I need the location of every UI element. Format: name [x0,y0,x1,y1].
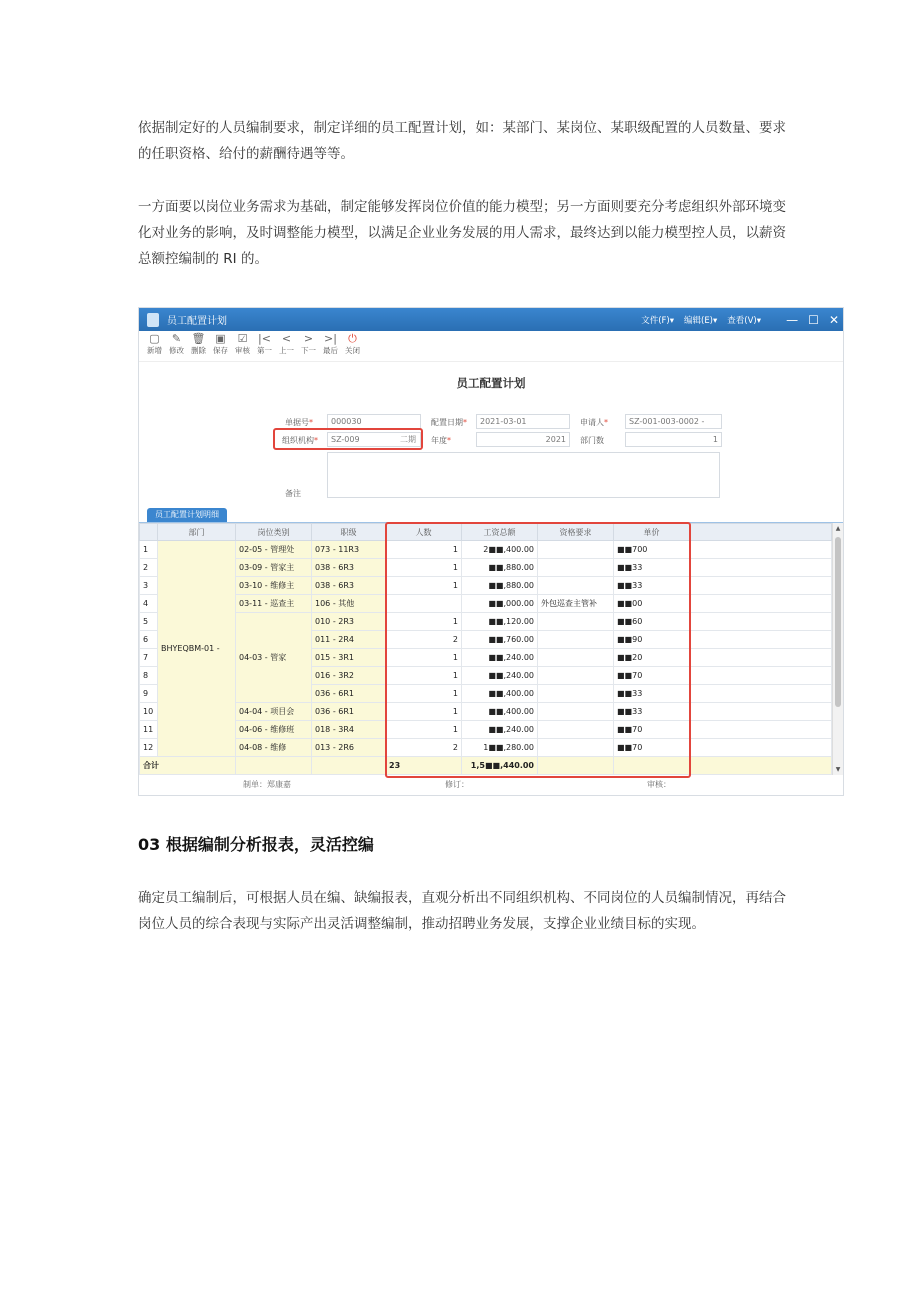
price-cell[interactable]: ■■70 [614,721,690,739]
price-cell[interactable]: ■■33 [614,685,690,703]
empty-cell[interactable] [690,613,832,631]
empty-cell[interactable] [690,667,832,685]
post-cell[interactable]: 03-09 - 管家主 [236,559,312,577]
total-wage-cell: 1,5■■,440.00 [462,757,538,775]
post-cell[interactable]: 04-03 - 管家 [236,613,312,703]
dept-cell[interactable]: BHYEQBM-01 - [158,541,236,757]
menu-view[interactable]: 查看(V)▾ [727,315,761,326]
delete-icon: 🗑 [191,332,206,345]
delete-button[interactable]: 🗑 删除 [191,332,206,355]
price-cell[interactable]: ■■33 [614,559,690,577]
grade-cell[interactable]: 073 - 11R3 [312,541,386,559]
post-cell[interactable]: 04-06 - 维修班 [236,721,312,739]
empty-cell[interactable] [690,685,832,703]
post-cell[interactable]: 04-04 - 项目会 [236,703,312,721]
audit-button[interactable]: ☑ 审核 [235,332,250,355]
new-icon: ▢ [149,332,160,345]
row-number-cell[interactable]: 6 [140,631,158,649]
section-heading: 03 根据编制分析报表，灵活控编 [138,835,374,854]
scroll-up-icon[interactable]: ▲ [835,525,841,532]
menu-file[interactable]: 文件(F)▾ [641,315,674,326]
embedded-screenshot [138,307,844,796]
first-button[interactable]: |< 第一 [257,332,272,355]
total-empty-cell [236,757,312,775]
grade-cell[interactable]: 038 - 6R3 [312,559,386,577]
header-qual[interactable]: 资格要求 [538,524,614,541]
next-button[interactable]: > 下一 [301,332,316,355]
wage-cell[interactable]: ■■,240.00 [462,721,538,739]
org-highlight-box [273,428,423,450]
count-cell[interactable]: 1 [386,541,462,559]
maker-text: 制单：郑康嘉 [243,780,291,789]
tab-bar [139,508,843,523]
close-button[interactable]: ⏻ 关闭 [345,332,360,355]
save-button[interactable]: ▣ 保存 [213,332,228,355]
org-label: 组织机构* [282,436,318,445]
grade-cell[interactable]: 036 - 6R1 [312,685,386,703]
row-number-cell[interactable]: 8 [140,667,158,685]
total-count-cell: 23 [386,757,462,775]
post-cell[interactable]: 03-11 - 巡查主 [236,595,312,613]
row-number-cell[interactable]: 5 [140,613,158,631]
count-cell[interactable]: 1 [386,577,462,595]
first-icon: |< [258,332,271,345]
grade-cell[interactable]: 015 - 3R1 [312,649,386,667]
last-icon: >| [324,332,337,345]
price-cell[interactable]: ■■00 [614,595,690,613]
count-cell[interactable]: 1 [386,703,462,721]
empty-cell[interactable] [690,559,832,577]
row-number-cell[interactable]: 4 [140,595,158,613]
remark-label: 备注 [285,489,301,498]
empty-cell[interactable] [690,703,832,721]
intro-paragraph-2: 一方面要以岗位业务需求为基础，制定能够发挥岗位价值的能力模型；另一方面则要充分考虑组织外部环境变化对业务的影响，及时调整能力模型，以满足企业业务发展的用人需求，最终达到以能力模型控人员，以薪资总额控编制的 RI 的。 [138,199,786,267]
total-empty-cell [690,757,832,775]
audit-text: 审核： [647,780,671,789]
price-cell[interactable]: ■■33 [614,577,690,595]
row-number-cell[interactable]: 1 [140,541,158,559]
row-number-cell[interactable]: 2 [140,559,158,577]
price-cell[interactable]: ■■70 [614,739,690,757]
price-cell[interactable]: ■■20 [614,649,690,667]
count-cell[interactable]: 1 [386,721,462,739]
count-cell[interactable]: 2 [386,739,462,757]
post-cell[interactable]: 04-08 - 维修 [236,739,312,757]
row-number-cell[interactable]: 3 [140,577,158,595]
count-cell[interactable]: 1 [386,559,462,577]
empty-cell[interactable] [690,721,832,739]
minimize-icon[interactable]: — [786,312,799,327]
post-cell[interactable]: 03-10 - 维修主 [236,577,312,595]
wage-cell[interactable]: ■■,400.00 [462,685,538,703]
price-cell[interactable]: ■■60 [614,613,690,631]
empty-cell[interactable] [690,577,832,595]
intro-paragraph-1: 依据制定好的人员编制要求，制定详细的员工配置计划，如：某部门、某岗位、某职级配置的人员数量、要求的任职资格、给付的薪酬待遇等等。 [138,120,786,162]
menu-edit[interactable]: 编辑(E)▾ [684,315,718,326]
wage-cell[interactable]: ■■,880.00 [462,577,538,595]
new-button[interactable]: ▢ 新增 [147,332,162,355]
post-cell[interactable]: 02-05 - 管理处 [236,541,312,559]
save-icon: ▣ [215,332,226,345]
wage-cell[interactable]: ■■,240.00 [462,649,538,667]
row-number-cell[interactable]: 7 [140,649,158,667]
count-cell[interactable]: 1 [386,649,462,667]
data-highlight-box [385,522,691,778]
org-suffix: 二期 [400,435,416,444]
wage-cell[interactable]: ■■,880.00 [462,559,538,577]
wage-cell[interactable]: ■■,120.00 [462,613,538,631]
close-icon: ⏻ [348,332,357,345]
grade-cell[interactable]: 011 - 2R4 [312,631,386,649]
price-cell[interactable]: ■■90 [614,631,690,649]
header-dept[interactable]: 部门 [158,524,236,541]
edit-icon: ✎ [171,332,182,345]
price-cell[interactable]: ■■70 [614,667,690,685]
row-number-cell[interactable]: 11 [140,721,158,739]
scrollbar-thumb[interactable] [835,537,841,707]
count-cell[interactable]: 1 [386,613,462,631]
price-cell[interactable]: ■■700 [614,541,690,559]
total-label-cell: 合计 [140,757,236,775]
wage-cell[interactable]: ■■,000.00 [462,595,538,613]
row-number-cell[interactable]: 9 [140,685,158,703]
count-cell[interactable]: 1 [386,685,462,703]
grade-cell[interactable]: 010 - 2R3 [312,613,386,631]
edit-button[interactable]: ✎ 修改 [169,332,184,355]
row-number-cell[interactable]: 10 [140,703,158,721]
empty-cell[interactable] [690,541,832,559]
grade-cell[interactable]: 018 - 3R4 [312,721,386,739]
applicant-label: 申请人* [580,418,608,427]
revise-text: 修订： [445,780,469,789]
grade-cell[interactable]: 038 - 6R3 [312,577,386,595]
remark-field[interactable] [327,452,720,498]
tab-plan-detail[interactable]: 员工配置计划明细 [147,508,227,522]
wage-cell[interactable]: 2■■,400.00 [462,541,538,559]
header-count[interactable]: 人数 [386,524,462,541]
wage-cell[interactable]: ■■,400.00 [462,703,538,721]
maximize-icon[interactable]: ☐ [808,312,819,327]
dept-count-field[interactable]: 1 [625,432,722,447]
empty-cell[interactable] [690,649,832,667]
grade-cell[interactable]: 016 - 3R2 [312,667,386,685]
row-number-cell[interactable]: 12 [140,739,158,757]
grade-cell[interactable]: 036 - 6R1 [312,703,386,721]
next-icon: > [303,332,314,345]
close-window-icon[interactable]: ✕ [828,312,839,327]
scroll-down-icon[interactable]: ▼ [835,766,841,773]
header-post[interactable]: 岗位类别 [236,524,312,541]
doc-no-field[interactable]: 000030 [327,414,421,429]
toolbar [139,331,843,362]
org-field[interactable]: SZ-009 二期 [327,432,421,447]
count-cell[interactable]: 1 [386,667,462,685]
empty-cell[interactable] [690,631,832,649]
body-paragraph: 确定员工编制后，可根据人员在编、缺编报表，直观分析出不同组织机构、不同岗位的人员编制情况，再结合岗位人员的综合表现与实际产出灵活调整编制，推动招聘业务发展，支撑企业业绩目标的实现。 [138,890,786,932]
count-cell[interactable]: 2 [386,631,462,649]
app-icon [147,313,159,327]
wage-cell[interactable]: ■■,240.00 [462,667,538,685]
grade-cell[interactable]: 106 - 其他 [312,595,386,613]
grade-cell[interactable]: 013 - 2R6 [312,739,386,757]
window-titlebar [139,308,843,331]
empty-cell[interactable] [690,595,832,613]
form-footer [139,779,843,793]
year-label: 年度* [431,436,451,445]
window-title: 员工配置计划 [167,316,227,327]
doc-no-label: 单据号* [285,418,313,427]
config-date-field[interactable]: 2021-03-01 [476,414,570,429]
total-empty-cell [312,757,386,775]
year-field[interactable]: 2021 [476,432,570,447]
applicant-field[interactable]: SZ-001-003-0002 - [625,414,722,429]
vertical-scrollbar[interactable] [832,523,843,775]
config-date-label: 配置日期* [431,418,467,427]
price-cell[interactable]: ■■33 [614,703,690,721]
header-wage[interactable]: 工资总额 [462,524,538,541]
form-title: 员工配置计划 [456,376,526,390]
wage-cell[interactable]: ■■,760.00 [462,631,538,649]
prev-icon: < [281,332,292,345]
dept-count-label: 部门数 [580,436,604,445]
audit-icon: ☑ [237,332,248,345]
header-grade[interactable]: 职级 [312,524,386,541]
wage-cell[interactable]: 1■■,280.00 [462,739,538,757]
empty-cell[interactable] [690,739,832,757]
last-button[interactable]: >| 最后 [323,332,338,355]
header-rownum [140,524,158,541]
prev-button[interactable]: < 上一 [279,332,294,355]
qual-cell[interactable]: 外包巡查主管补 [538,595,614,613]
header-price[interactable]: 单价 [614,524,690,541]
header-empty [690,524,832,541]
